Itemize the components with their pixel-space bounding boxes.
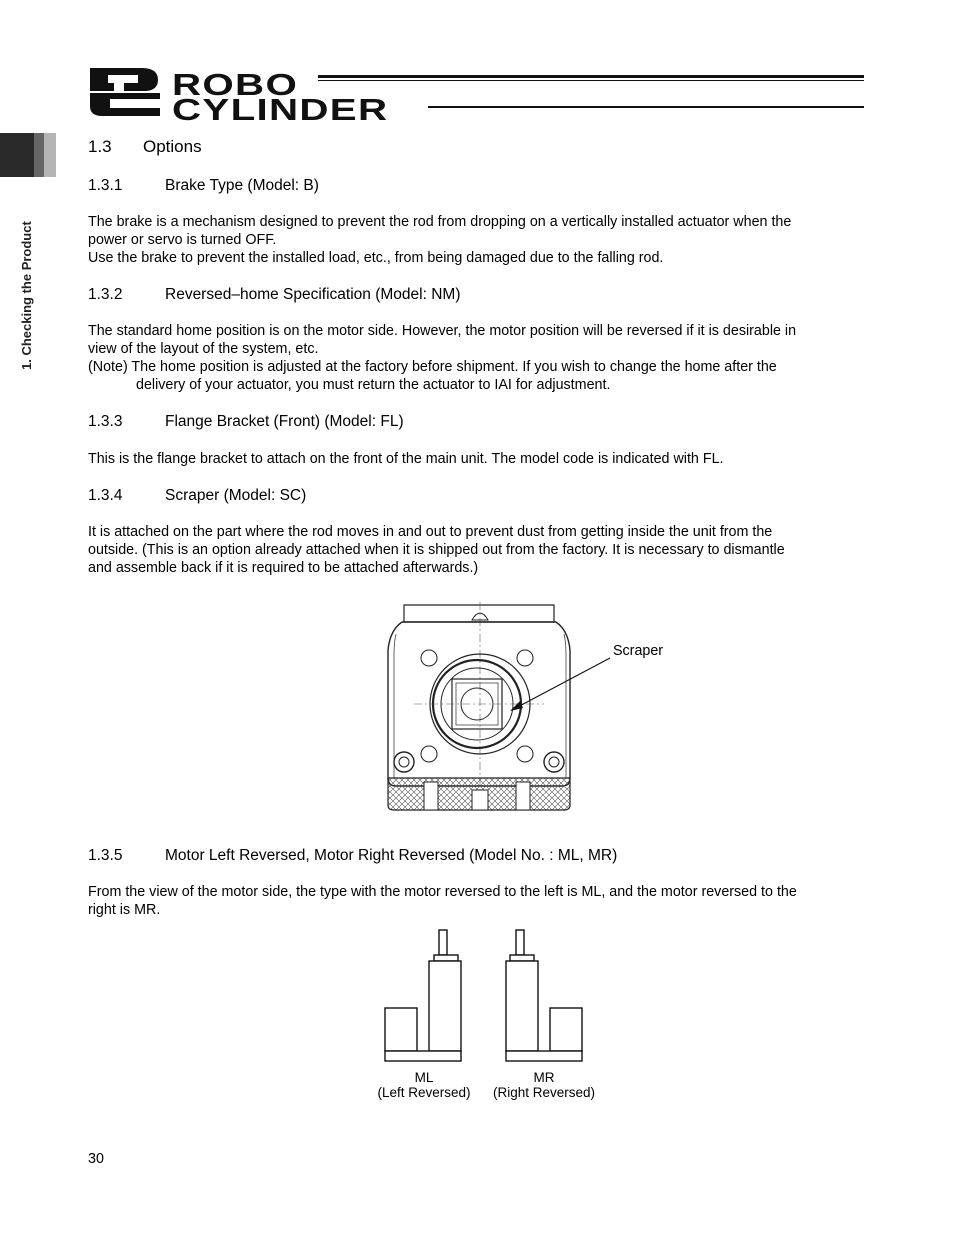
subsection-number: 1.3.4 [88, 487, 123, 504]
mr-description: (Right Reversed) [492, 1085, 596, 1100]
paragraph-line: The standard home position is on the motor side. However, the motor position will be reversed if it is desirable in [88, 323, 797, 339]
subsection-number: 1.3.2 [88, 286, 123, 303]
subsection-title: Flange Bracket (Front) (Model: FL) [165, 413, 404, 430]
note-line: delivery of your actuator, you must return the actuator to IAI for adjustment. [136, 377, 611, 393]
paragraph-scraper [88, 523, 868, 577]
paragraph-motor-reversed [88, 883, 868, 919]
mr-diagram [506, 930, 582, 1061]
ml-description: (Left Reversed) [377, 1085, 471, 1100]
paragraph-line: power or servo is turned OFF. [88, 232, 277, 248]
header-logo [88, 66, 868, 127]
header-rule-top [318, 75, 864, 78]
paragraph-line: right is MR. [88, 902, 161, 918]
side-tab-label: 1. Checking the Product [19, 221, 34, 370]
side-tab-block-light [44, 133, 56, 177]
scraper-figure [384, 600, 684, 815]
paragraph-line: It is attached on the part where the rod moves in and out to prevent dust from getting inside the unit from the [88, 524, 773, 540]
ml-diagram [385, 930, 461, 1061]
paragraph-line: From the view of the motor side, the type with the motor reversed to the left is ML, and the motor reversed to the [88, 884, 797, 900]
paragraph-line: The brake is a mechanism designed to prevent the rod from dropping on a vertically installed actuator when the [88, 214, 792, 230]
subsection-number: 1.3.3 [88, 413, 123, 430]
paragraph-line: and assemble back if it is required to be attached afterwards.) [88, 560, 479, 576]
subsection-number: 1.3.5 [88, 847, 123, 864]
side-tab-block-gray [34, 133, 44, 177]
subsection-heading-brake [88, 176, 319, 196]
subsection-title: Brake Type (Model: B) [165, 177, 319, 194]
header-rule-bottom [428, 106, 864, 108]
logo-line-cylinder: CYLINDER [172, 92, 389, 127]
header-rule-top-thin [318, 80, 864, 81]
paragraph-line: This is the flange bracket to attach on the front of the main unit. The model code is indicated with FL. [88, 451, 724, 467]
subsection-title: Reversed–home Specification (Model: NM) [165, 286, 461, 303]
subsection-number: 1.3.1 [88, 177, 123, 194]
subsection-heading-reversed-home [88, 285, 460, 305]
section-heading [88, 137, 202, 157]
paragraph-reversed-home [88, 322, 868, 394]
logo-line-robo: ROBO [172, 67, 299, 102]
subsection-heading-scraper [88, 486, 306, 506]
subsection-title: Scraper (Model: SC) [165, 487, 307, 504]
page-number: 30 [88, 1151, 104, 1167]
section-title: Options [143, 137, 202, 156]
ml-mr-figure [380, 925, 590, 1070]
note-line: (Note) The home position is adjusted at the factory before shipment. If you wish to change the home after the [88, 359, 777, 375]
ml-caption [364, 1070, 484, 1100]
scraper-callout-label: Scraper [613, 643, 664, 659]
subsection-heading-motor-reversed [88, 846, 617, 866]
mr-caption [484, 1070, 604, 1100]
ml-code: ML [414, 1070, 434, 1085]
side-tab-block [0, 133, 34, 177]
paragraph-line: outside. (This is an option already attached when it is shipped out from the factory. It is necessary to dismantle [88, 542, 785, 558]
paragraph-line: Use the brake to prevent the installed load, etc., from being damaged due to the falling rod. [88, 250, 664, 266]
paragraph-brake [88, 213, 868, 267]
subsection-title: Motor Left Reversed, Motor Right Reversed (Model No. : ML, MR) [165, 847, 618, 864]
subsection-heading-flange [88, 412, 404, 432]
mr-code: MR [533, 1070, 555, 1085]
paragraph-flange [88, 450, 868, 468]
section-number: 1.3 [88, 137, 112, 156]
paragraph-line: view of the layout of the system, etc. [88, 341, 319, 357]
rc-logo-mark-icon [88, 66, 164, 118]
